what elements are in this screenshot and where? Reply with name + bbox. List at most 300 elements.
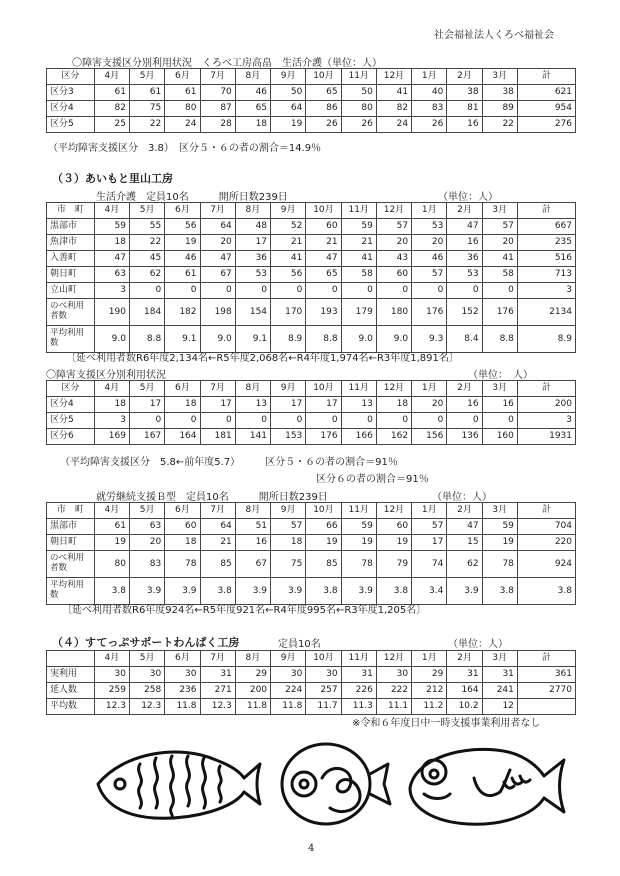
table-row — [47, 251, 576, 267]
column-header: 3月 — [482, 381, 517, 397]
column-header: 10月 — [306, 381, 341, 397]
table-header-row — [47, 651, 576, 667]
column-header: 10月 — [306, 503, 341, 519]
table-cell: 57 — [412, 267, 447, 283]
table-cell: 8.8 — [129, 326, 164, 353]
column-header: 7月 — [200, 503, 235, 519]
column-header: 5月 — [129, 69, 164, 85]
table-row — [47, 397, 576, 413]
table-cell: 0 — [165, 413, 200, 429]
column-header: 5月 — [129, 381, 164, 397]
table-cell: 3.9 — [271, 578, 306, 605]
table-cell: 12 — [482, 699, 517, 715]
table-cell: 0 — [235, 283, 270, 299]
table-cell: 26 — [306, 117, 341, 133]
table-cell: 3.8 — [306, 578, 341, 605]
table-cell: 667 — [517, 219, 575, 235]
table-cell: 36 — [235, 251, 270, 267]
table-cell: 61 — [129, 85, 164, 101]
table-cell: 3 — [517, 413, 575, 429]
table-cell: 81 — [447, 101, 482, 117]
table-cell: 46 — [412, 251, 447, 267]
table-cell: 226 — [341, 683, 376, 699]
table-cell: 3.4 — [412, 578, 447, 605]
column-header: 11月 — [341, 203, 376, 219]
column-header: 3月 — [482, 69, 517, 85]
table-cell: 36 — [447, 251, 482, 267]
table-cell: 2134 — [517, 299, 575, 326]
table-cell: 87 — [200, 101, 235, 117]
table-cell: 10.2 — [447, 699, 482, 715]
table-cell: 154 — [235, 299, 270, 326]
column-header: 12月 — [376, 651, 411, 667]
column-header: 4月 — [94, 203, 129, 219]
table-cell: 65 — [235, 101, 270, 117]
table-cell: 20 — [412, 397, 447, 413]
table-cell: 9.1 — [235, 326, 270, 353]
table-cell: 53 — [235, 267, 270, 283]
table-cell: 0 — [200, 413, 235, 429]
table-cell: 9.0 — [94, 326, 129, 353]
column-header: 2月 — [447, 651, 482, 667]
table-cell: 17 — [129, 397, 164, 413]
table-cell: 156 — [412, 429, 447, 445]
table-cell: 22 — [129, 117, 164, 133]
table-cell: 160 — [482, 429, 517, 445]
table-cell: 20 — [412, 235, 447, 251]
table-cell: 170 — [271, 299, 306, 326]
kurobe-kubun-table — [46, 68, 576, 133]
table-row — [47, 551, 576, 578]
table-cell: 18 — [165, 397, 200, 413]
table-cell: 8.4 — [447, 326, 482, 353]
row-label: 区分3 — [47, 85, 95, 101]
column-header: 11月 — [341, 503, 376, 519]
suteppu-section-heading: （４）すてっぷサポートわんぱく工房 — [52, 636, 240, 649]
row-label: 朝日町 — [47, 267, 95, 283]
table-cell: 18 — [271, 535, 306, 551]
table-cell: 259 — [94, 683, 129, 699]
table-cell: 190 — [94, 299, 129, 326]
table-cell — [517, 699, 575, 715]
table-cell: 80 — [165, 101, 200, 117]
table-cell: 30 — [376, 667, 411, 683]
table-cell: 19 — [306, 535, 341, 551]
table-cell: 83 — [412, 101, 447, 117]
table-cell: 67 — [235, 551, 270, 578]
table-cell: 361 — [517, 667, 575, 683]
table-cell: 136 — [447, 429, 482, 445]
table-cell: 200 — [235, 683, 270, 699]
table-cell: 0 — [271, 283, 306, 299]
table-header-row — [47, 503, 576, 519]
table-cell: 43 — [376, 251, 411, 267]
aimoto-seikatsu-title: 生活介護 定員10名 開所日数239日 — [96, 192, 288, 203]
table-cell: 31 — [447, 667, 482, 683]
row-label: 黒部市 — [47, 219, 95, 235]
striped-fish-drawing — [84, 738, 264, 826]
column-header: 4月 — [94, 381, 129, 397]
table-cell: 29 — [235, 667, 270, 683]
column-header: 10月 — [306, 69, 341, 85]
row-label: 延人数 — [47, 683, 95, 699]
table-cell: 176 — [412, 299, 447, 326]
table-cell: 164 — [165, 429, 200, 445]
table-cell: 79 — [376, 551, 411, 578]
table-cell: 75 — [271, 551, 306, 578]
table-cell: 17 — [271, 397, 306, 413]
row-label: 朝日町 — [47, 535, 95, 551]
table-cell: 46 — [235, 85, 270, 101]
column-header: 市 町 — [47, 203, 95, 219]
table-cell: 60 — [306, 219, 341, 235]
table-cell: 18 — [94, 397, 129, 413]
table-cell: 45 — [129, 251, 164, 267]
table-cell: 200 — [517, 397, 575, 413]
table-cell: 164 — [447, 683, 482, 699]
aimoto-kubun-table — [46, 380, 576, 445]
column-header: 5月 — [129, 651, 164, 667]
table-cell: 67 — [200, 267, 235, 283]
table-cell: 31 — [200, 667, 235, 683]
table-cell: 516 — [517, 251, 575, 267]
table-cell: 17 — [412, 535, 447, 551]
column-header: 12月 — [376, 69, 411, 85]
table-cell: 9.0 — [376, 326, 411, 353]
table-cell: 11.1 — [376, 699, 411, 715]
table-cell: 21 — [306, 235, 341, 251]
column-header: 1月 — [412, 503, 447, 519]
column-header: 12月 — [376, 503, 411, 519]
table-cell: 63 — [129, 519, 164, 535]
table-cell: 3.8 — [200, 578, 235, 605]
table-cell: 3.8 — [517, 578, 575, 605]
table-cell: 70 — [200, 85, 235, 101]
table-cell: 64 — [271, 101, 306, 117]
table-cell: 17 — [306, 397, 341, 413]
aimoto-shuro-title: 就労継続支援Ｂ型 定員10名 開所日数239日 — [96, 492, 328, 503]
table-cell: 40 — [412, 85, 447, 101]
column-header: 2月 — [447, 203, 482, 219]
table-cell: 61 — [94, 519, 129, 535]
kurobe-note: （平均障害支援区分 3.8） 区分５・６の者の割合＝14.9％ — [48, 143, 322, 154]
aimoto-seikatsu-note: 〔延べ利用者数R6年度2,134名←R5年度2,068名←R4年度1,974名←R3年度1,891名〕 — [66, 353, 459, 364]
table-cell: 167 — [129, 429, 164, 445]
column-header: 計 — [517, 651, 575, 667]
table-cell: 11.7 — [306, 699, 341, 715]
suteppu-note: ※令和６年度日中一時支援事業利用者なし — [352, 718, 541, 729]
table-cell: 1931 — [517, 429, 575, 445]
column-header: 12月 — [376, 203, 411, 219]
suteppu-capacity: 定員10名 — [278, 639, 321, 650]
table-row — [47, 117, 576, 133]
table-cell: 85 — [306, 551, 341, 578]
table-cell: 0 — [129, 283, 164, 299]
aimoto-kubun-note-1: （平均障害支援区分 5.8←前年度5.7） 区分５・６の者の割合＝91％ — [60, 457, 398, 468]
table-cell: 18 — [376, 397, 411, 413]
table-cell: 12.3 — [94, 699, 129, 715]
table-cell: 176 — [482, 299, 517, 326]
table-cell: 0 — [482, 283, 517, 299]
column-header: 9月 — [271, 203, 306, 219]
column-header: 11月 — [341, 651, 376, 667]
table-cell: 3.9 — [235, 578, 270, 605]
table-cell: 0 — [200, 283, 235, 299]
table-cell: 74 — [412, 551, 447, 578]
column-header: 計 — [517, 381, 575, 397]
table-cell: 59 — [482, 519, 517, 535]
table-cell: 0 — [341, 413, 376, 429]
column-header: 6月 — [165, 203, 200, 219]
row-label: 立山町 — [47, 283, 95, 299]
table-cell: 13 — [341, 397, 376, 413]
aimoto-section-heading: （３）あいもと里山工房 — [52, 172, 173, 185]
table-cell: 24 — [165, 117, 200, 133]
aimoto-shuro-unit: （単位：人） — [432, 492, 492, 503]
table-cell: 257 — [306, 683, 341, 699]
table-cell: 82 — [94, 101, 129, 117]
column-header: 4月 — [94, 69, 129, 85]
table-cell: 182 — [165, 299, 200, 326]
table-cell: 47 — [200, 251, 235, 267]
table-cell: 12.3 — [200, 699, 235, 715]
column-header: 7月 — [200, 381, 235, 397]
table-cell: 162 — [376, 429, 411, 445]
table-cell: 20 — [129, 535, 164, 551]
column-header — [47, 651, 95, 667]
table-cell: 271 — [200, 683, 235, 699]
column-header: 2月 — [447, 69, 482, 85]
table-cell: 78 — [165, 551, 200, 578]
table-cell: 16 — [447, 235, 482, 251]
organization-name: 社会福祉法人くろべ福祉会 — [434, 30, 554, 41]
table-cell: 179 — [341, 299, 376, 326]
table-cell: 57 — [482, 219, 517, 235]
table-cell: 9.0 — [200, 326, 235, 353]
column-header: 8月 — [235, 69, 270, 85]
table-cell: 17 — [235, 235, 270, 251]
table-cell: 3.9 — [447, 578, 482, 605]
table-cell: 63 — [94, 267, 129, 283]
table-cell: 9.3 — [412, 326, 447, 353]
table-cell: 55 — [129, 219, 164, 235]
table-cell: 169 — [94, 429, 129, 445]
table-cell: 28 — [200, 117, 235, 133]
table-cell: 61 — [94, 85, 129, 101]
table-cell: 25 — [94, 117, 129, 133]
table-cell: 222 — [376, 683, 411, 699]
table-cell: 141 — [235, 429, 270, 445]
column-header: 8月 — [235, 381, 270, 397]
table-cell: 19 — [482, 535, 517, 551]
table-cell: 11.2 — [412, 699, 447, 715]
table-cell: 0 — [271, 413, 306, 429]
table-row — [47, 235, 576, 251]
table-cell: 47 — [94, 251, 129, 267]
table-cell: 0 — [376, 413, 411, 429]
column-header: 9月 — [271, 69, 306, 85]
table-row — [47, 699, 576, 715]
table-cell: 18 — [235, 117, 270, 133]
column-header: 8月 — [235, 203, 270, 219]
table-cell: 0 — [165, 283, 200, 299]
table-cell: 258 — [129, 683, 164, 699]
table-cell: 85 — [200, 551, 235, 578]
row-label: 区分5 — [47, 413, 95, 429]
table-cell: 57 — [376, 219, 411, 235]
column-header: 8月 — [235, 503, 270, 519]
column-header: 9月 — [271, 651, 306, 667]
aimoto-kubun-unit: （単位： 人） — [468, 370, 533, 381]
table-cell: 0 — [447, 283, 482, 299]
table-cell: 26 — [341, 117, 376, 133]
table-cell: 51 — [235, 519, 270, 535]
row-label: 平均数 — [47, 699, 95, 715]
table-cell: 15 — [447, 535, 482, 551]
table-row — [47, 535, 576, 551]
table-cell: 0 — [235, 413, 270, 429]
round-fish-drawing — [276, 738, 396, 832]
table-header-row — [47, 69, 576, 85]
table-cell: 20 — [200, 235, 235, 251]
table-header-row — [47, 381, 576, 397]
table-cell: 0 — [341, 283, 376, 299]
table-cell: 52 — [271, 219, 306, 235]
table-cell: 75 — [129, 101, 164, 117]
table-row — [47, 413, 576, 429]
table-cell: 220 — [517, 535, 575, 551]
table-cell: 0 — [129, 413, 164, 429]
row-label: 実利用 — [47, 667, 95, 683]
aimoto-kubun-title: 〇障害支援区分別利用状況 — [46, 370, 166, 381]
table-cell: 16 — [482, 397, 517, 413]
table-cell: 56 — [271, 267, 306, 283]
table-cell: 3.9 — [129, 578, 164, 605]
table-cell: 11.3 — [341, 699, 376, 715]
row-label: 区分6 — [47, 429, 95, 445]
table-cell: 18 — [94, 235, 129, 251]
table-cell: 954 — [517, 101, 575, 117]
page-number: 4 — [308, 843, 315, 854]
table-cell: 16 — [447, 117, 482, 133]
table-cell: 47 — [447, 519, 482, 535]
table-cell: 83 — [129, 551, 164, 578]
table-cell: 80 — [94, 551, 129, 578]
table-cell: 20 — [376, 235, 411, 251]
kurobe-table-title: 〇障害支援区分別利用状況 くろべ工房高畠 生活介護（単位：人） — [72, 58, 382, 69]
table-cell: 235 — [517, 235, 575, 251]
table-cell: 18 — [165, 535, 200, 551]
table-row — [47, 683, 576, 699]
column-header: 6月 — [165, 69, 200, 85]
table-row — [47, 219, 576, 235]
table-cell: 19 — [341, 535, 376, 551]
table-cell: 31 — [482, 667, 517, 683]
table-cell: 41 — [341, 251, 376, 267]
table-cell: 26 — [412, 117, 447, 133]
table-cell: 0 — [412, 283, 447, 299]
table-cell: 59 — [94, 219, 129, 235]
table-cell: 46 — [165, 251, 200, 267]
table-cell: 152 — [447, 299, 482, 326]
row-label: 黒部市 — [47, 519, 95, 535]
table-cell: 276 — [517, 117, 575, 133]
row-label: のべ利用者数 — [47, 551, 95, 578]
column-header: 4月 — [94, 651, 129, 667]
table-cell: 60 — [376, 519, 411, 535]
table-cell: 19 — [165, 235, 200, 251]
table-cell: 64 — [200, 519, 235, 535]
table-row — [47, 85, 576, 101]
table-cell: 47 — [447, 219, 482, 235]
table-cell: 224 — [271, 683, 306, 699]
table-cell: 8.9 — [517, 326, 575, 353]
aimoto-shuro-table — [46, 502, 576, 605]
column-header: 2月 — [447, 381, 482, 397]
column-header: 1月 — [412, 69, 447, 85]
table-row — [47, 519, 576, 535]
row-label: 入善町 — [47, 251, 95, 267]
table-cell: 53 — [412, 219, 447, 235]
column-header: 4月 — [94, 503, 129, 519]
table-cell: 65 — [306, 267, 341, 283]
aimoto-seikatsu-table — [46, 202, 576, 353]
table-cell: 0 — [306, 413, 341, 429]
table-cell: 78 — [482, 551, 517, 578]
table-cell: 20 — [482, 235, 517, 251]
column-header: 11月 — [341, 381, 376, 397]
table-cell: 181 — [200, 429, 235, 445]
column-header: 8月 — [235, 651, 270, 667]
table-cell: 713 — [517, 267, 575, 283]
column-header: 区分 — [47, 381, 95, 397]
table-cell: 41 — [271, 251, 306, 267]
table-cell: 184 — [129, 299, 164, 326]
table-cell: 61 — [165, 267, 200, 283]
table-cell: 3 — [94, 283, 129, 299]
aimoto-shuro-note: 〔延べ利用者数R6年度924名←R5年度921名←R4年度995名←R3年度1,205名〕 — [62, 605, 427, 616]
table-cell: 57 — [412, 519, 447, 535]
column-header: 3月 — [482, 651, 517, 667]
table-cell: 66 — [306, 519, 341, 535]
column-header: 10月 — [306, 651, 341, 667]
table-cell: 3.9 — [165, 578, 200, 605]
table-cell: 62 — [447, 551, 482, 578]
column-header: 5月 — [129, 503, 164, 519]
table-cell: 9.1 — [165, 326, 200, 353]
table-cell: 19 — [376, 535, 411, 551]
table-cell: 19 — [94, 535, 129, 551]
table-cell: 21 — [200, 535, 235, 551]
table-cell: 61 — [165, 85, 200, 101]
table-row — [47, 267, 576, 283]
column-header: 区分 — [47, 69, 95, 85]
table-cell: 13 — [235, 397, 270, 413]
table-cell: 12.3 — [129, 699, 164, 715]
column-header: 計 — [517, 503, 575, 519]
table-cell: 57 — [271, 519, 306, 535]
table-cell: 241 — [482, 683, 517, 699]
table-cell: 180 — [376, 299, 411, 326]
table-cell: 58 — [341, 267, 376, 283]
table-cell: 30 — [129, 667, 164, 683]
table-cell: 236 — [165, 683, 200, 699]
table-cell: 0 — [306, 283, 341, 299]
column-header: 9月 — [271, 503, 306, 519]
table-cell: 59 — [341, 519, 376, 535]
table-row — [47, 429, 576, 445]
table-cell: 82 — [376, 101, 411, 117]
